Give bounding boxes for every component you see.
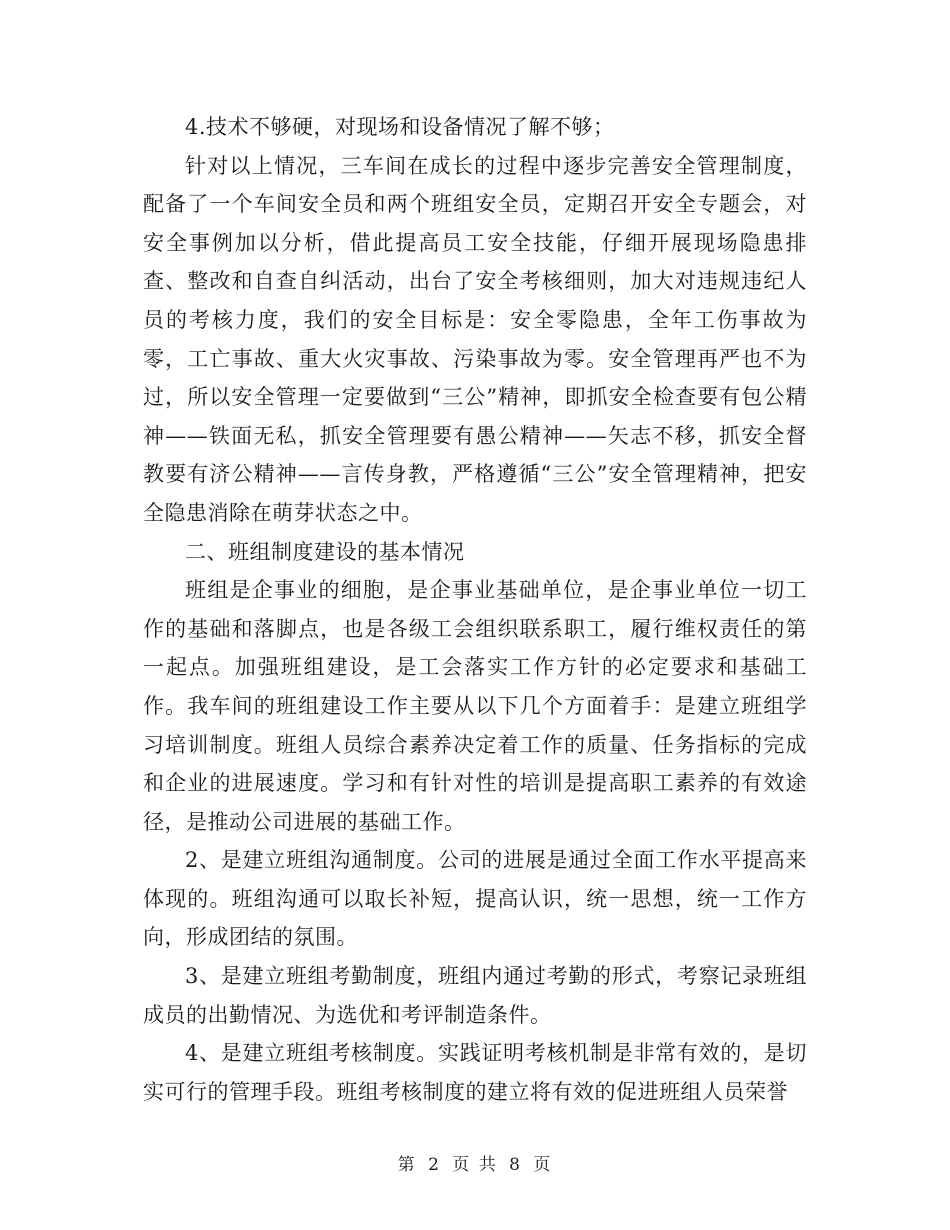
footer-page-number: 2 <box>428 1155 441 1175</box>
footer-total-pages: 8 <box>509 1155 522 1175</box>
footer-prefix: 第 <box>397 1155 417 1175</box>
paragraph-team-basics: 班组是企事业的细胞，是企事业基础单位，是企事业单位一切工作的基础和落脚点，也是各级工会组织联系职工，履行维权责任的第一起点。加强班组建设，是工会落实工作方针的必定要求和基础工作。我车间的班组建设工作主要从以下几个方面着手：是建立班组学习培训制度。班组人员综合素养决定着工作的质量、任务指标的完成和企业的进展速度。学习和有针对性的培训是提高职工素养的有效途径，是推动公司进展的基础工作。 <box>143 578 807 834</box>
paragraph-team-assessment: 4、是建立班组考核制度。实践证明考核机制是非常有效的，是切实可行的管理手段。班组考核制度的建立将有效的促进班组人员荣誉 <box>143 1041 807 1104</box>
paragraph-item-4: 4.技术不够硬，对现场和设备情况了解不够； <box>185 115 615 139</box>
section-heading-team-system: 二、班组制度建设的基本情况 <box>185 539 465 564</box>
paragraph-safety-measures: 针对以上情况，三车间在成长的过程中逐步完善安全管理制度，配备了一个车间安全员和两个班组安全员，定期召开安全专题会，对安全事例加以分析，借此提高员工安全技能，仔细开展现场隐患排查、整改和自查自纠活动，出台了安全考核细则，加大对违规违纪人员的考核力度，我们的安全目标是：安全零隐患，全年工伤事故为零，工亡事故、重大火灾事故、污染事故为零。安全管理再严也不为过，所以安全管理一定要做到“三公”精神，即抓安全检查要有包公精神——铁面无私，抓安全管理要有愚公精神——矢志不移，抓安全督教要有济公精神——言传身教，严格遵循“三公”安全管理精神，把安全隐患消除在萌芽状态之中。 <box>143 153 807 525</box>
document-body <box>143 108 807 1111</box>
page-footer <box>0 1150 950 1175</box>
paragraph-team-communication: 2、是建立班组沟通制度。公司的进展是通过全面工作水平提高来体现的。班组沟通可以取长补短，提高认识，统一思想，统一工作方向，形成团结的氛围。 <box>143 848 807 950</box>
footer-middle: 页 共 <box>452 1155 498 1175</box>
paragraph-team-attendance: 3、是建立班组考勤制度，班组内通过考勤的形式，考察记录班组成员的出勤情况、为选优和考评制造条件。 <box>143 964 807 1027</box>
footer-suffix: 页 <box>533 1155 553 1175</box>
